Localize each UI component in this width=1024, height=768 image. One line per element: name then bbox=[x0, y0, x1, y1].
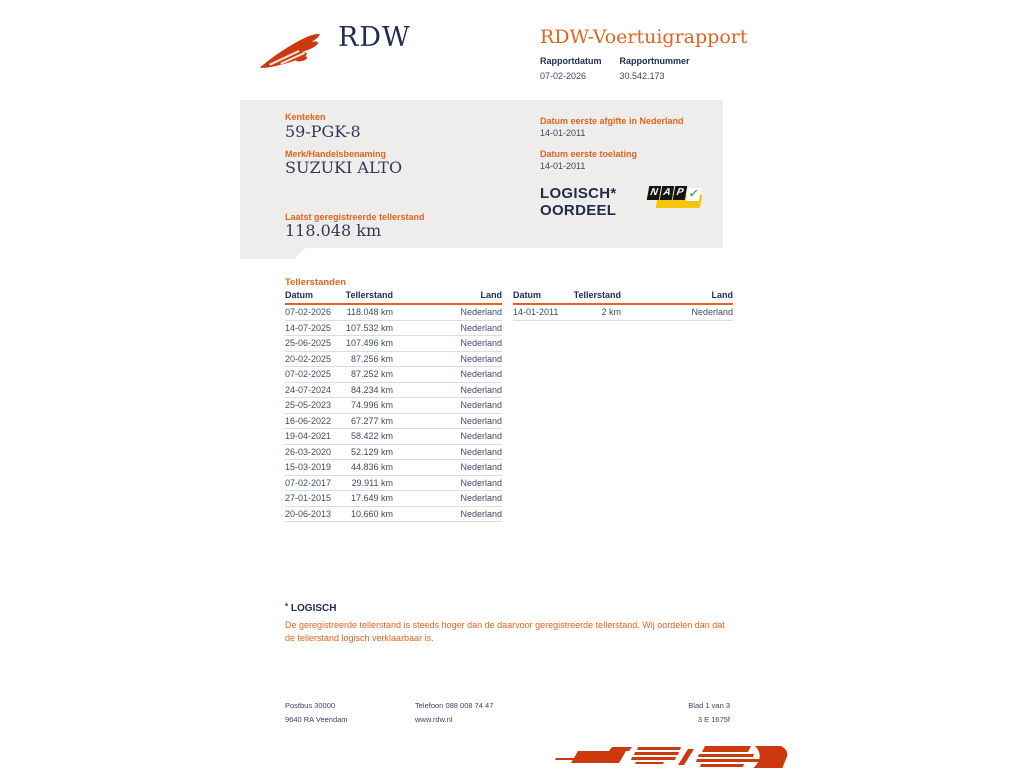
row-country: Nederland bbox=[460, 508, 502, 519]
table-row bbox=[285, 507, 502, 523]
footnote-title bbox=[285, 602, 336, 614]
table-row bbox=[285, 460, 502, 476]
afgifte-label: Datum eerste afgifte in Nederland bbox=[540, 116, 684, 126]
row-mileage: 29.911 km bbox=[351, 477, 393, 488]
nap-checkmark-icon: ✓ bbox=[686, 188, 701, 201]
row-mileage: 17.649 km bbox=[350, 493, 393, 503]
row-country: Nederland bbox=[460, 415, 502, 426]
column-header-datum: Datum bbox=[285, 290, 314, 300]
footer-address bbox=[285, 701, 348, 729]
row-mileage: 107.532 km bbox=[345, 322, 393, 333]
toelating-label: Datum eerste toelating bbox=[540, 149, 638, 159]
table-header bbox=[513, 290, 733, 305]
row-mileage: 52.129 km bbox=[350, 446, 393, 457]
row-date: 20-02-2025 bbox=[285, 353, 332, 364]
row-mileage: 107.496 km bbox=[345, 338, 393, 348]
row-date: 24-07-2024 bbox=[285, 384, 332, 395]
rdw-wing-logo-icon bbox=[256, 26, 334, 74]
report-date-label: Rapportdatum bbox=[540, 56, 602, 66]
table-row bbox=[285, 445, 502, 461]
row-country: Nederland bbox=[460, 307, 502, 317]
table-row bbox=[285, 429, 502, 445]
report-number-block bbox=[620, 56, 690, 81]
tellerstanden-heading: Tellerstanden bbox=[285, 277, 347, 288]
table-row bbox=[285, 476, 502, 492]
tellerstanden-table-right bbox=[513, 290, 733, 321]
footnote-text: De geregistreerde tellerstand is steeds hoger dan de daarvoor geregistreerde tellerstand. Wij oordelen dan dat de tellerstand logisch verklaarbaar is. bbox=[285, 620, 725, 643]
footer-address-line1: Postbus 30000 bbox=[285, 701, 336, 710]
row-date: 20-06-2013 bbox=[285, 508, 332, 519]
row-mileage: 58.422 km bbox=[350, 431, 393, 441]
nap-letter-n: N bbox=[647, 186, 661, 200]
row-date: 19-04-2021 bbox=[285, 431, 332, 441]
row-mileage: 2 km bbox=[601, 307, 621, 317]
table-row bbox=[285, 336, 502, 352]
footer-website-link[interactable]: www.rdw.nl bbox=[415, 715, 453, 724]
nap-letter-p: P bbox=[673, 186, 687, 200]
row-mileage: 74.996 km bbox=[350, 400, 393, 410]
footer-page-indicator: Blad 1 van 3 bbox=[688, 701, 730, 710]
merk-value: SUZUKI ALTO bbox=[285, 158, 403, 177]
row-date: 15-03-2019 bbox=[285, 462, 332, 472]
footer-page-info bbox=[600, 701, 730, 729]
row-date: 27-01-2015 bbox=[285, 493, 332, 503]
row-country: Nederland bbox=[460, 446, 502, 457]
table-row bbox=[285, 367, 502, 383]
document-title: RDW-Voertuigrapport bbox=[540, 26, 748, 48]
table-row bbox=[285, 414, 502, 430]
row-date: 14-07-2025 bbox=[285, 322, 332, 333]
row-country: Nederland bbox=[460, 322, 502, 333]
table-row bbox=[285, 321, 502, 337]
column-header-tellerstand: Tellerstand bbox=[345, 290, 393, 300]
row-date: 16-06-2022 bbox=[285, 415, 332, 426]
footnote-star: * bbox=[285, 602, 289, 611]
row-date: 07-02-2025 bbox=[285, 369, 332, 379]
tellerstand-label: Laatst geregistreerde tellerstand bbox=[285, 212, 425, 222]
row-mileage: 118.048 km bbox=[346, 307, 393, 317]
kenteken-label: Kenteken bbox=[285, 112, 326, 122]
nap-letter-a: A bbox=[660, 186, 674, 200]
footnote-title-text: LOGISCH bbox=[290, 603, 337, 614]
report-date-value: 07-02-2026 bbox=[540, 71, 587, 81]
report-date-block bbox=[540, 56, 602, 81]
row-country: Nederland bbox=[460, 477, 502, 488]
afgifte-value: 14-01-2011 bbox=[540, 128, 586, 138]
kenteken-value: 59-PGK-8 bbox=[285, 122, 361, 141]
row-country: Nederland bbox=[460, 338, 502, 348]
row-country: Nederland bbox=[460, 369, 502, 379]
oordeel-verdict bbox=[540, 186, 617, 219]
row-mileage: 44.836 km bbox=[350, 462, 393, 472]
report-meta bbox=[540, 56, 690, 81]
tellerstand-value: 118.048 km bbox=[285, 221, 382, 240]
table-row bbox=[285, 491, 502, 507]
row-country: Nederland bbox=[460, 400, 502, 410]
footer-contact bbox=[415, 701, 493, 729]
row-country: Nederland bbox=[460, 462, 502, 472]
vehicle-summary-panel bbox=[240, 100, 723, 248]
panel-corner-tab bbox=[240, 248, 306, 259]
row-mileage: 10.660 km bbox=[350, 508, 393, 519]
row-date: 07-02-2017 bbox=[285, 477, 332, 488]
table-row bbox=[285, 383, 502, 399]
report-number-value: 30.542.173 bbox=[619, 71, 665, 81]
table-row bbox=[285, 398, 502, 414]
column-header-land: Land bbox=[480, 290, 502, 300]
toelating-value: 14-01-2011 bbox=[540, 161, 586, 171]
row-date: 14-01-2011 bbox=[513, 307, 559, 317]
rdw-stripes-decoration-icon bbox=[548, 743, 788, 768]
row-date: 25-06-2025 bbox=[285, 338, 332, 348]
row-country: Nederland bbox=[460, 431, 502, 441]
table-row bbox=[513, 305, 733, 321]
report-number-label: Rapportnummer bbox=[619, 56, 690, 66]
tellerstanden-table-left bbox=[285, 290, 502, 522]
rdw-wordmark: RDW bbox=[338, 22, 411, 53]
row-mileage: 87.256 km bbox=[350, 353, 393, 364]
footer-phone: Telefoon 088 008 74 47 bbox=[415, 701, 494, 710]
row-country: Nederland bbox=[691, 307, 733, 317]
row-date: 07-02-2026 bbox=[285, 307, 332, 317]
row-country: Nederland bbox=[460, 353, 502, 364]
column-header-tellerstand: Tellerstand bbox=[573, 290, 621, 300]
row-date: 25-05-2023 bbox=[285, 400, 332, 410]
oordeel-line1: LOGISCH* bbox=[540, 185, 617, 202]
row-country: Nederland bbox=[460, 384, 502, 395]
column-header-datum: Datum bbox=[513, 290, 542, 300]
table-row bbox=[285, 352, 502, 368]
footer-address-line2: 9640 RA Veendam bbox=[285, 715, 348, 724]
row-mileage: 84.234 km bbox=[350, 384, 393, 395]
merk-label: Merk/Handelsbenaming bbox=[285, 149, 387, 159]
oordeel-line2: OORDEEL bbox=[540, 201, 617, 219]
row-date: 26-03-2020 bbox=[285, 446, 332, 457]
column-header-land: Land bbox=[711, 290, 733, 300]
nap-logo bbox=[648, 186, 704, 210]
row-mileage: 87.252 km bbox=[350, 369, 393, 379]
table-row bbox=[285, 305, 502, 321]
table-header bbox=[285, 290, 502, 305]
row-country: Nederland bbox=[460, 493, 502, 503]
footer-form-code: 3 E 1675f bbox=[697, 715, 730, 724]
row-mileage: 67.277 km bbox=[350, 415, 393, 426]
